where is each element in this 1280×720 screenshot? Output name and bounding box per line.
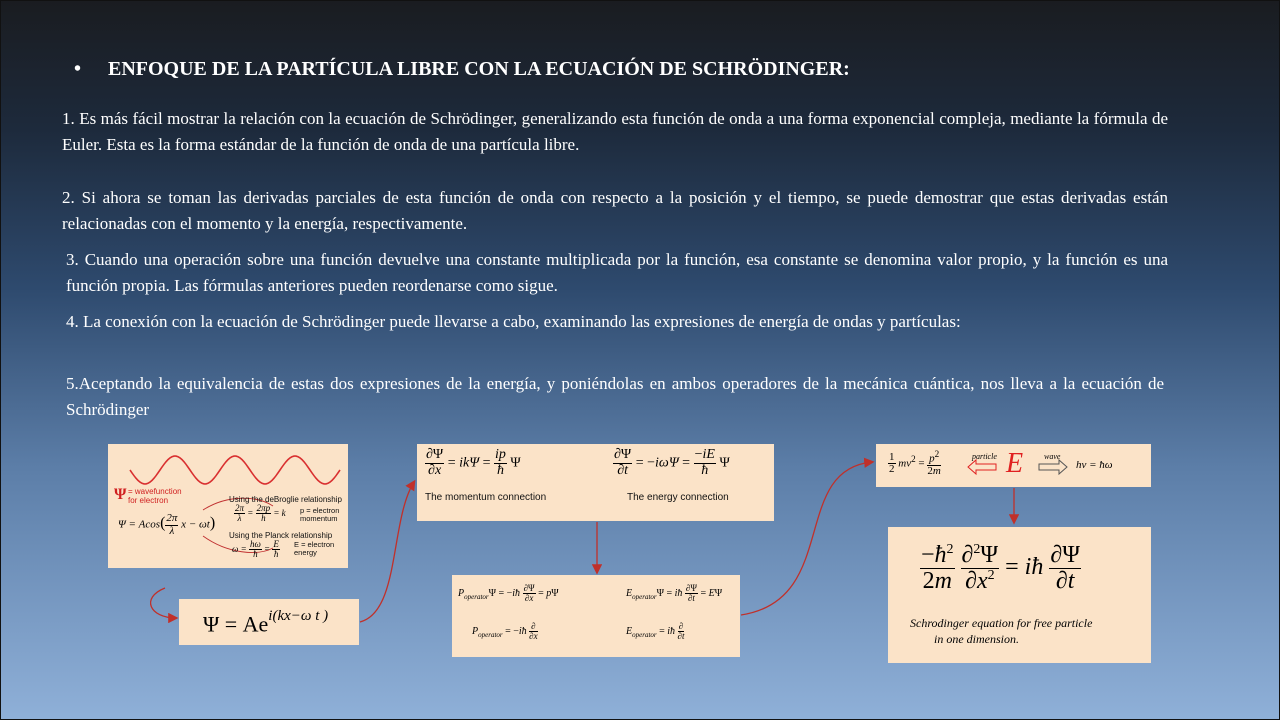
debroglie-formula: $\frac{2\pi}{\lambda}$ = $\frac{2\pi p}{h}$ = k: [235, 503, 286, 524]
psi-label-1: = wavefunction: [128, 487, 182, 496]
schrodinger-equation-card: [888, 527, 1151, 663]
p-op-sub-2: operator: [478, 631, 503, 640]
e-op-sub-2: operator: [632, 631, 657, 640]
title-bullet: •: [74, 58, 82, 80]
exponential-formula: [203, 608, 329, 637]
energy-derivative: $\frac{\partial\Psi}{\partial t}$ = −iωΨ = $\frac{-iE}{ħ}$ Ψ: [614, 447, 730, 478]
p-label-2: momentum: [300, 514, 338, 523]
particle-arrow: [968, 460, 996, 474]
energy-caption: The energy connection: [627, 492, 729, 503]
exponential-base: Ψ = Ae: [203, 611, 269, 637]
wave-equation: Ψ = Acos( $\frac{2\pi}{\lambda}$ x − ωt): [118, 512, 216, 537]
psi-label: [128, 487, 182, 505]
psi-label-2: for electron: [128, 496, 169, 505]
schrodinger-caption-2: in one dimension.: [934, 632, 1019, 646]
wave-label: wave: [1044, 452, 1061, 461]
momentum-operator: $P_{operator}$ = −iħ $\frac{\partial}{\partial x}$: [472, 621, 538, 642]
p-label: [300, 507, 339, 523]
schrodinger-caption-1: Schrodinger equation for free particle: [910, 616, 1093, 630]
title-text: ENFOQUE DE LA PARTÍCULA LIBRE CON LA ECUACIÓN DE SCHRÖDINGER:: [108, 58, 850, 80]
wave-arrow: [1039, 460, 1067, 474]
e-label-2: energy: [294, 548, 317, 557]
planck-formula: ω = $\frac{h\omega}{ħ}$ = $\frac{E}{ħ}$: [232, 539, 279, 560]
momentum-operator-eigen: $P_{operator}\Psi$ = −iħ $\frac{\partial\Psi}{\partial x}$ = pΨ: [458, 583, 559, 604]
p-op-sub-1: operator: [464, 593, 489, 602]
particle-energy: $\frac{1}{2}$ $mv^2$ = $\frac{p^2}{2m}$: [889, 449, 941, 478]
momentum-derivative: $\frac{\partial\Psi}{\partial x}$ = ikΨ = $\frac{ip}{ħ}$ Ψ: [426, 447, 521, 478]
exponential-wavefunction-card: [179, 599, 359, 645]
energy-operator-eigen: $E_{operator}\Psi$ = iħ $\frac{\partial\Psi}{\partial t}$ = EΨ: [626, 583, 723, 604]
momentum-caption: The momentum connection: [425, 492, 547, 503]
schrodinger-caption: [910, 615, 1092, 647]
wave-energy: hν = ħω: [1076, 459, 1113, 471]
derivatives-card: [417, 444, 774, 521]
paragraph-2: 2. Si ahora se toman las derivadas parciales de esta función de onda con respecto a la posición y el tiempo, se puede demostrar que estas derivadas están relacionadas con el momento y la energía, respectivamente.: [62, 188, 1168, 233]
energy-letter: E: [1006, 448, 1024, 479]
e-op-sub-1: operator: [632, 593, 657, 602]
paragraph-1: 1. Es más fácil mostrar la relación con la ecuación de Schrödinger, generalizando esta función de onda a una forma exponencial compleja, mediante la fórmula de Euler. Esta es la forma estándar de la función de onda de una partícula libre.: [62, 109, 1168, 154]
operators-card: [452, 575, 740, 657]
wavefunction-card: [108, 444, 348, 568]
e-label: [294, 541, 334, 557]
slide-title: [74, 58, 850, 81]
exponential-exponent: i(kx−ω t ): [268, 608, 329, 624]
psi-symbol: Ψ: [114, 486, 127, 503]
particle-label: particle: [972, 452, 997, 461]
planck-caption: Using the Planck relationship: [229, 531, 333, 540]
schrodinger-equation: $\frac{-ħ^2}{2m}$ $\frac{\partial^2\Psi}{\partial x^2}$ = iħ $\frac{\partial\Psi}{\partial t}$: [921, 542, 1080, 595]
sine-wave: [130, 456, 340, 484]
energy-operator: $E_{operator}$ = iħ $\frac{\partial}{\partial t}$: [626, 621, 685, 642]
paragraph-5: 5.Aceptando la equivalencia de estas dos expresiones de la energía, y poniéndolas en ambos operadores de la mecánica cuántica, nos lleva a la ecuación de Schrödinger: [66, 374, 1164, 419]
e-label-1: E = electron: [294, 540, 335, 549]
paragraph-4: 4. La conexión con la ecuación de Schrödinger puede llevarse a cabo, examinando las expresiones de energía de ondas y partículas:: [66, 312, 961, 331]
paragraph-3: 3. Cuando una operación sobre una función devuelve una constante multiplicada por la función, esa constante se denomina valor propio, y la función es una función propia. Las fórmulas anteriores pueden reordenarse como sigue.: [66, 250, 1168, 295]
p-label-1: p = electron: [300, 506, 340, 515]
energy-expressions-card: [876, 444, 1151, 487]
debroglie-caption: Using the deBroglie relationship: [229, 495, 342, 504]
